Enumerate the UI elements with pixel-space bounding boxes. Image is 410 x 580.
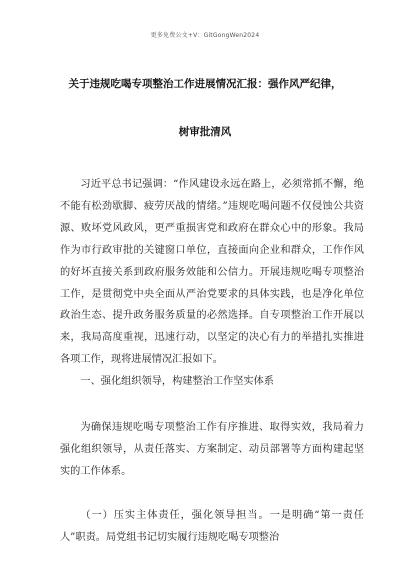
body-block-section-1 [60, 417, 364, 483]
paragraph-intro: 习近平总书记强调：“作风建设永远在路上，必须常抓不懈，绝不能有松劲歇脚、疲劳厌战的情绪。”违规吃喝问题不仅侵蚀公共资源、败坏党风政风，更严重损害党和政府在群众心中的形象。我局作为市行政审批的关键窗口单位，直接面向企业和群众，工作作风的好坏直接关系到政府服务效能和公信力。开展违规吃喝专项整治工作，是贯彻党中央全面从严治党要求的具体实践，也是净化单位政治生态、提升政务服务质量的必然选择。自专项整治工作开展以来，我局高度重视，迅速行动，以坚定的决心有力的举措扎实推进各项工作，现将进展情况汇报如下。 [60, 179, 364, 366]
section-heading-1: 一、强化组织领导，构建整治工作坚实体系 [80, 376, 274, 388]
document-title-line-1: 关于违规吃喝专项整治工作进展情况汇报：强作风严纪律， [68, 78, 342, 90]
paragraph-section-1: 为确保违规吃喝专项整治工作有序推进、取得实效，我局着力强化组织领导，从责任落实、方案制定、动员部署等方面构建起坚实的工作体系。 [60, 422, 364, 477]
body-block-subsection-1 [60, 505, 364, 549]
body-block-intro [60, 174, 364, 393]
document-title-line-2: 树审批清风 [178, 126, 232, 138]
header-note: 更多免费公文+V：GitGongWen2024 [150, 32, 260, 39]
paragraph-subsection-1: （一）压实主体责任，强化领导担当。一是明确“第一责任人”职责。局党组书记切实履行违规吃喝专项整治 [60, 510, 364, 543]
